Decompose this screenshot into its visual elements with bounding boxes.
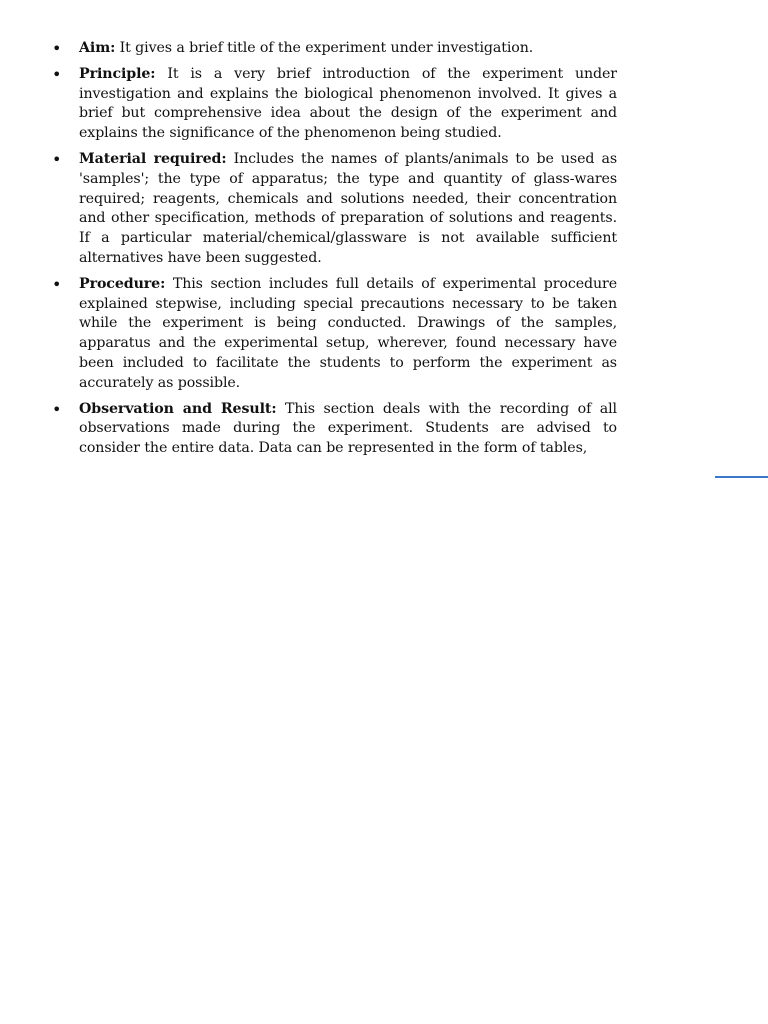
bullet-icon: • [52, 149, 62, 169]
list-item-material-required [52, 150, 617, 269]
margin-rule-line [715, 476, 768, 478]
list-item-aim [52, 39, 617, 59]
item-text: It gives a brief title of the experiment under investigation. [115, 40, 534, 56]
section-description-list [52, 39, 617, 465]
item-term: Aim: [79, 40, 116, 56]
item-term: Principle: [79, 65, 156, 82]
item-text: Includes the names of plants/animals to be used as 'samples'; the type of apparatus; the type and quantity of glass-wares required; reagents, chemicals and solutions needed, their concentration and other specification, methods of preparation of solutions and reagents. If a particular material/chemical/glassware is not available sufficient alternatives have been suggested. [79, 150, 617, 266]
item-text: This section includes full details of experimental procedure explained stepwise, including special precautions necessary to be taken while the experiment is being conducted. Drawings of the samples, apparatus and the experimental setup, wherever, found necessary have been included to facilitate the students to perform the experiment as accurately as possible. [79, 275, 617, 391]
item-term: Observation and Result: [79, 400, 277, 417]
bullet-icon: • [52, 399, 62, 419]
item-term: Material required: [79, 150, 227, 167]
bullet-icon: • [52, 64, 62, 84]
item-term: Procedure: [79, 275, 166, 292]
bullet-icon: • [52, 39, 62, 58]
list-item-principle [52, 65, 617, 144]
list-item-observation-and-result [52, 400, 617, 459]
list-item-procedure [52, 275, 617, 394]
item-text: This section deals with the recording of all observations made during the experiment. Students are advised to consider the entire data. Data can be represented in the form of tables, [79, 400, 617, 457]
item-text: It is a very brief introduction of the experiment under investigation and explains the biological phenomenon involved. It gives a brief but comprehensive idea about the design of the experiment and explains the significance of the phenomenon being studied. [79, 65, 617, 142]
bullet-icon: • [52, 274, 62, 294]
